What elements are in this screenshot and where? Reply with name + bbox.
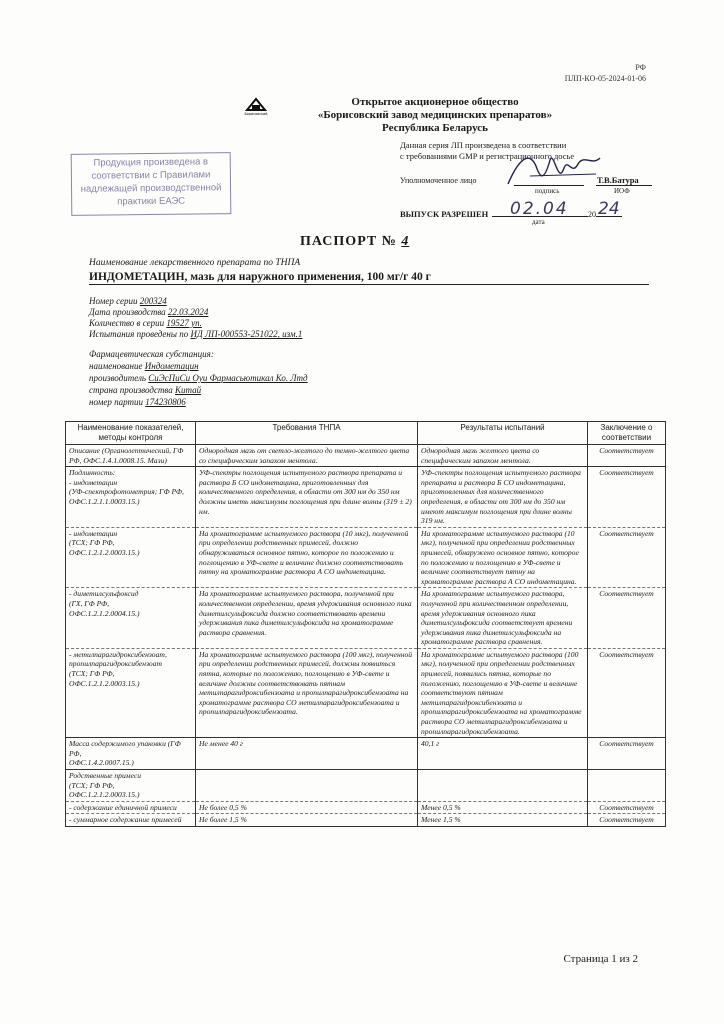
company-name: «Борисовский завод медицинских препаратов» xyxy=(317,109,553,121)
table-row xyxy=(66,648,666,737)
note-line: с требованиями GMP и регистрационного досье xyxy=(400,151,575,161)
cell-parameter: Масса содержимого упаковки (ГФ РФ, ОФС.1.4.2.0007.15.) xyxy=(66,738,196,770)
note-line: Данная серия ЛП произведена в соответствии xyxy=(400,140,567,150)
stamp-line: Продукция произведена в xyxy=(93,156,209,169)
cell-conclusion: Соответствует xyxy=(588,588,666,649)
series-number: 200324 xyxy=(139,296,167,306)
substance-maker: СиЭсПиСи Оуи Фармасьютикал Ко. Лтд xyxy=(148,373,308,383)
stamp-line: практики ЕАЭС xyxy=(117,195,186,208)
cell-conclusion: Соответствует xyxy=(588,445,666,467)
signature-caption: подпись xyxy=(535,187,560,195)
cell-requirement xyxy=(196,770,418,802)
cell-parameter: Подлинность: - индометацин (УФ-спектрофотометрия; ГФ РФ, ОФС.1.2.1.1.0003.15.) xyxy=(66,467,196,528)
passport-title xyxy=(300,234,409,250)
substance-maker-row: производитель СиЭсПиСи Оуи Фармасьютикал Ко. Лтд xyxy=(89,373,308,383)
year-prefix: 20 xyxy=(588,210,596,219)
company-country: Республика Беларусь xyxy=(382,122,488,134)
stamp-line: надлежащей производственной xyxy=(80,182,222,195)
cell-result: На хроматограмме испытуемого раствора (10 мкг), полученной при определении родственных примесей, обнаружено основное пятно, которое по положению и поглощению в УФ-свете и величине соответствует пятну на хроматограмме раствора А СО индометацина. xyxy=(418,527,588,588)
cell-result: УФ-спектры поглощения испытуемого раствора препарата и раствора Б СО индометацина, приготовленных для количественного определения, в области от 300 нм до 350 нм имеют максимум поглощения при длине волны 319 нм. xyxy=(418,467,588,528)
cell-requirement: На хроматограмме испытуемого раствора, полученной при количественном определении, время удерживания основного пика диметилсульфоксида должно соответствовать времени удерживания пика диметилсульфоксида на хроматограмме раствора сравнения. xyxy=(196,588,418,649)
product-underline xyxy=(89,284,649,285)
cell-result xyxy=(418,770,588,802)
document-code xyxy=(565,62,646,84)
date-caption: дата xyxy=(532,218,545,226)
company-logo-icon xyxy=(244,96,268,116)
cell-conclusion: Соответствует xyxy=(588,738,666,770)
page-number: Страница 1 из 2 xyxy=(563,953,638,965)
name-line xyxy=(596,185,652,186)
table-row xyxy=(66,467,666,528)
substance-country: Китай xyxy=(175,385,202,395)
cell-parameter: - диметилсульфоксид (ГХ, ГФ РФ, ОФС.1.2.1.2.0004.15.) xyxy=(66,588,196,649)
cell-parameter: - содержание единичной примеси xyxy=(66,801,196,814)
cell-result: На хроматограмме испытуемого раствора, полученной при количественном определении, время удерживания основного пика диметилсульфоксида соответствует времени удерживания пика диметилсульфоксида на хроматограмме раствора сравнения. xyxy=(418,588,588,649)
release-label: ВЫПУСК РАЗРЕШЕН xyxy=(400,209,489,219)
cell-conclusion: Соответствует xyxy=(588,814,666,827)
table-header-row xyxy=(66,422,666,445)
cell-requirement: Не более 0,5 % xyxy=(196,801,418,814)
header-results: Результаты испытаний xyxy=(418,422,588,445)
table-row xyxy=(66,445,666,467)
table-row xyxy=(66,738,666,770)
country-code: РФ xyxy=(635,63,646,72)
substance-batch: 174230806 xyxy=(145,397,186,407)
cell-conclusion xyxy=(588,770,666,802)
passport-label: ПАСПОРТ № xyxy=(300,234,397,249)
cell-requirement: Однородная мазь от светло-желтого до темно-желтого цвета со специфическим запахом ментола. xyxy=(196,445,418,467)
passport-number: 4 xyxy=(401,234,410,249)
cell-requirement: На хроматограмме испытуемого раствора (100 мкг), полученной при определении родственных примесей, должны появиться пятна, которые по положению, поглощению в УФ-свете и величине должны соответствовать пятнам метилпарагидроксибензоата и пропилпарагидроксибензоата на хроматограмме раствора СО метилпарагидроксибензоата и пропилпарагидроксибензоата. xyxy=(196,648,418,737)
table-row xyxy=(66,770,666,802)
qty-row: Количество в серии 19527 уп. xyxy=(89,318,202,328)
substance-heading: Фармацевтическая субстанция: xyxy=(89,349,214,359)
name-caption: ИОФ xyxy=(614,187,630,195)
cell-result: Менее 1,5 % xyxy=(418,814,588,827)
substance-name-row: наименование Индометацин xyxy=(89,361,199,371)
cell-parameter: Родственные примеси (ТСХ; ГФ РФ, ОФС.1.2.1.2.0003.15.) xyxy=(66,770,196,802)
table-row xyxy=(66,801,666,814)
authorized-person-row xyxy=(400,176,650,198)
release-year: 24 xyxy=(598,199,620,219)
series-row: Номер серии 200324 xyxy=(89,296,167,306)
cell-conclusion: Соответствует xyxy=(588,648,666,737)
cell-result: 40,1 г xyxy=(418,738,588,770)
authorized-name: Т.В.Батура xyxy=(597,175,639,185)
cell-result: Менее 0,5 % xyxy=(418,801,588,814)
product-heading: Наименование лекарственного препарата по ТНПА xyxy=(89,258,301,268)
cell-requirement: УФ-спектры поглощения испытуемого раствора препарата и раствора Б СО индометацина, приготовленных для количественного определения, в области от 300 нм до 350 нм должны иметь максимумы поглощения при длине волны (319 ± 2) нм. xyxy=(196,467,418,528)
cell-result: На хроматограмме испытуемого раствора (100 мкг), полученной при определении родственных примесей, появились пятна, которые по положению, поглощению в УФ-свете и величине соответствуют пятнам метилпарагидроксибензоата и пропилпарагидроксибензоата на хроматограмме раствора СО метилпарагидроксибензоата и пропилпарагидроксибензоата. xyxy=(418,648,588,737)
tests-reference: ИД ЛП-000553-251022, изм.1 xyxy=(190,329,303,339)
batch-details xyxy=(89,296,302,340)
header-requirements: Требования ТНПА xyxy=(196,422,418,445)
header-parameters: Наименование показателей, методы контроля xyxy=(66,422,196,445)
header-conclusion: Заключение о соответствии xyxy=(588,422,666,445)
table-row xyxy=(66,527,666,588)
cell-conclusion: Соответствует xyxy=(588,467,666,528)
cell-requirement: Не более 1,5 % xyxy=(196,814,418,827)
stamp-line: соответствии с Правилами xyxy=(91,169,211,182)
svg-text:Борисовский: Борисовский xyxy=(244,112,268,116)
cell-conclusion: Соответствует xyxy=(588,527,666,588)
cell-parameter: - метилпарагидроксибензоат, пропилпарагидроксибензоат (ТСХ; ГФ РФ, ОФС.1.2.1.2.0003.15.) xyxy=(66,648,196,737)
cell-result: Однородная мазь желтого цвета со специфическим запахом ментола. xyxy=(418,445,588,467)
gmp-stamp xyxy=(71,152,232,216)
release-date: 02.04 xyxy=(510,199,569,219)
signature-line xyxy=(514,185,584,186)
company-type: Открытое акционерное общество xyxy=(351,96,519,108)
product-name: ИНДОМЕТАЦИН, мазь для наружного применения, 100 мг/г 40 г xyxy=(89,271,431,283)
substance-country-row: страна производства Китай xyxy=(89,385,202,395)
table-row xyxy=(66,814,666,827)
substance-name: Индометацин xyxy=(144,361,199,371)
authorized-label: Уполномоченное лицо xyxy=(400,176,477,185)
substance-details xyxy=(89,348,308,408)
company-header xyxy=(270,96,600,135)
cell-parameter: - индометацин (ТСХ; ГФ РФ, ОФС.1.2.1.2.0003.15.) xyxy=(66,527,196,588)
cell-conclusion: Соответствует xyxy=(588,801,666,814)
tests-row: Испытания проведены по ИД ЛП-000553-251022, изм.1 xyxy=(89,329,303,339)
cell-requirement: На хроматограмме испытуемого раствора (10 мкг), полученной при определении родственных примесей, должно обнаруживаться основное пятно, которое по положению и поглощению в УФ-свете и величине должно соответствовать пятну на хроматограмме раствора А СО индометацина. xyxy=(196,527,418,588)
date-row: Дата производства 22.03.2024 xyxy=(89,307,209,317)
cell-parameter: - суммарное содержание примесей xyxy=(66,814,196,827)
results-table xyxy=(65,421,666,827)
production-date: 22.03.2024 xyxy=(167,307,209,317)
substance-batch-row: номер партии 174230806 xyxy=(89,397,186,407)
form-code: ПЛП-КО-05-2024-01-06 xyxy=(564,74,646,83)
cell-requirement: Не менее 40 г xyxy=(196,738,418,770)
release-row xyxy=(400,199,650,233)
batch-quantity: 19527 уп. xyxy=(166,318,202,328)
cell-parameter: Описание (Органолептический, ГФ РФ, ОФС.1.4.1.0008.15. Мази) xyxy=(66,445,196,467)
table-row xyxy=(66,588,666,649)
